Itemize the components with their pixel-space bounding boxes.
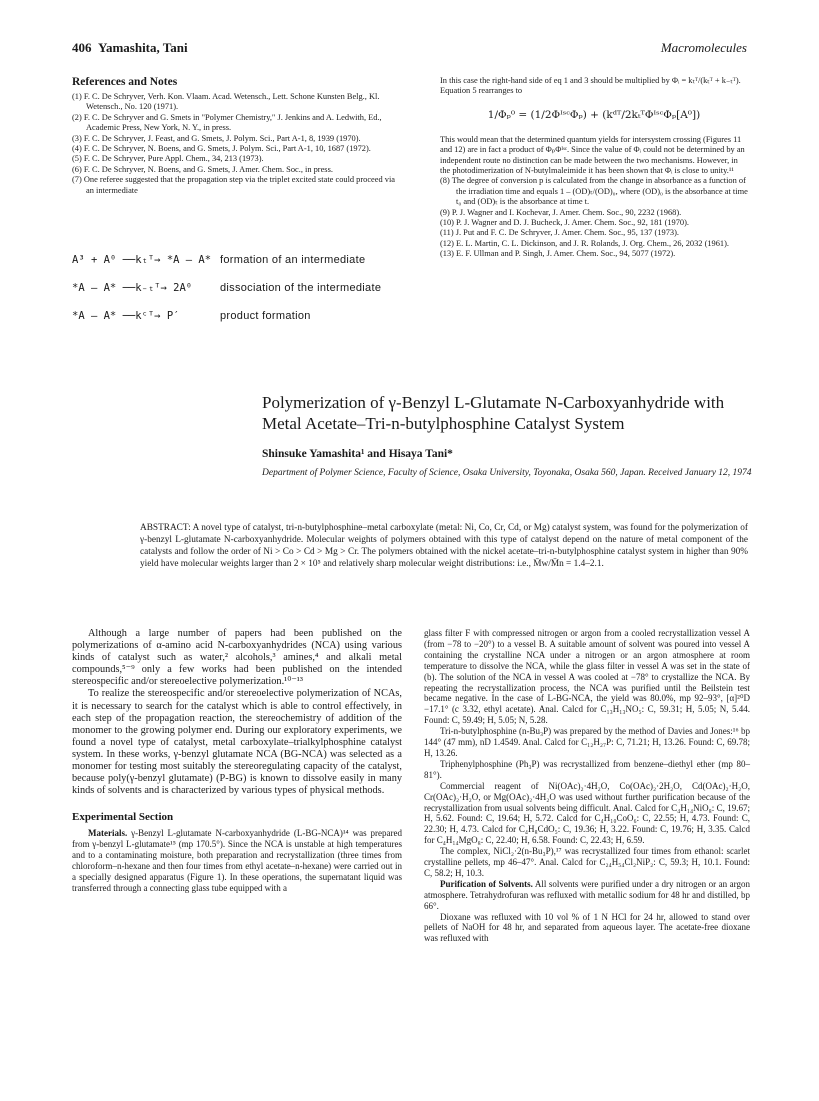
- equation-5: 1/Φₚ⁰ = (1/2ΦᴵˢᶜΦₚ) + (kᵈᵀ/2kₜᵀΦᴵˢᶜΦₚ[A⁰]): [487, 108, 701, 121]
- running-header-left: [72, 40, 188, 56]
- reference-item: (13) E. F. Ullman and P. Singh, J. Amer. Chem. Soc., 94, 5077 (1972).: [440, 249, 676, 259]
- running-header-authors: Yamashita, Tani: [98, 40, 188, 55]
- article-authors: Shinsuke Yamashita¹ and Hisaya Tani*: [262, 448, 453, 460]
- scheme-description: formation of an intermediate: [220, 254, 366, 266]
- references-heading: References and Notes: [72, 76, 178, 88]
- body-paragraph: Although a large number of papers had been published on the polymerizations of α-amino acid N-carboxyanhydrides (NCA) using various kinds of catalyst such as water,² alcohols,³ amines,⁴ and alkali metal compounds,⁵⁻⁹ only a few works had been published on the intended stereospecific and/or stereoelective polymerization.¹⁰⁻¹³: [72, 628, 402, 688]
- note-intro: In this case the right-hand side of eq 1 and 3 should be multiplied by Φᵢ = kₜᵀ/(kₜᵀ + k₋ₜᵀ). Equation 5 rearranges to: [440, 76, 741, 96]
- body-left-column: [72, 628, 402, 894]
- run-in-heading: Purification of Solvents.: [440, 878, 533, 889]
- reference-item: (9) P. J. Wagner and I. Kochevar, J. Amer. Chem. Soc., 90, 2232 (1968).: [440, 207, 682, 217]
- scheme-row: [72, 276, 412, 304]
- paragraph-text: All solvents were purified under a dry nitrogen or an argon atmosphere. Tetrahydrofuran was refluxed with metallic sodium for 48 hr and distilled, bp 66°.: [424, 878, 751, 911]
- reference-item: (8) The degree of conversion p is calculated from the change in absorbance as a function of the irradiation time and equals 1 – (OD)ₜ/(OD)₀, where (OD)₀ is the absorbance at time t₀ and (OD)ₜ is the absorbance at time t.: [440, 176, 748, 207]
- reference-item: (10) P. J. Wagner and D. J. Bucheck, J. Amer. Chem. Soc., 92, 181 (1970).: [440, 218, 689, 228]
- reference-item: (3) F. C. De Schryver, J. Feast, and G. Smets, J. Polym. Sci., Part A-1, 8, 1939 (1970).: [72, 133, 361, 143]
- author-affiliation: Department of Polymer Science, Faculty of Science, Osaka University, Toyonaka, Osaka 560, Japan. Received January 12, 1974: [262, 468, 752, 478]
- reference-item: (4) F. C. De Schryver, N. Boens, and G. Smets, J. Polym. Sci., Part A-1, 10, 1687 (1972).: [72, 144, 371, 154]
- note-paragraph: This would mean that the determined quantum yields for intersystem crossing (Figures 11 and 12) are in fact a product of ΦₚΦᴵˢᶜ. Since the value of Φᵢ could not be determined by an independent route no distinction can be made between the two mechanisms. However, in the photodimerization of N-butylmaleimide it has been shown that Φᵢ is close to unity.¹¹: [440, 134, 745, 176]
- body-paragraph: Dioxane was refluxed with 10 vol % of 1 N HCl for 24 hr, allowed to stand over pellets of NaOH for 48 hr, and separated from aqueous layer. The acetate-free dioxane was refluxed with: [424, 911, 750, 944]
- run-in-heading: Materials.: [88, 828, 128, 839]
- body-right-column: [424, 628, 750, 944]
- body-paragraph: To realize the stereospecific and/or stereoelective polymerization of NCAs, it is necessary to search for the catalyst which is able to control effectively, in each step of the propagation reaction, the stereochemistry of addition of the monomer to the growing polymer end. During our exploratory experiments, we found a novel type of catalyst, metal carboxylate–trialkylphosphine catalyst system. In these works, γ-benzyl glutamate NCA (BG-NCA) was selected as a monomer for testing most suitably the stereoregulating capacity of the catalyst, because poly(γ-benzyl glutamate) (P-BG) is known to dissolve easily in many kinds of solvents and is characterized by various types of physical methods.: [72, 688, 402, 797]
- body-paragraph: Triphenylphosphine (Ph₃P) was recrystallized from benzene–diethyl ether (mp 80–81°).: [424, 758, 750, 780]
- reference-item: (7) One referee suggested that the propagation step via the triplet excited state could proceed via an intermediate: [72, 175, 396, 195]
- reference-item: (11) J. Put and F. C. De Schryver, J. Amer. Chem. Soc., 95, 137 (1973).: [440, 228, 679, 238]
- references-right: [440, 76, 748, 260]
- body-paragraph: glass filter F with compressed nitrogen or argon from a cooled recrystallization vessel A (from −78 to −20°) to a vessel B. A suitable amount of solvent was poured into vessel A containing the crystalline NCA under a nitrogen or an argon atmosphere at room temperature to dissolve the NCA, while the glass filter in vessel A was set in the state of (b). The solution of the NCA in vessel A was cooled at −78° to crystallize the NCA. By repeating the recrystallization process, the NCA was purified until the Beilstein test became negative. In the case of L-BG-NCA, the yield was 80.0%, mp 92–93°, [α]²⁰D −17.1° (c 3.32, ethyl acetate). Anal. Calcd for C₁₃H₁₃NO₅: C, 59.31; H, 5.05; N, 5.44. Found: C, 59.49; H, 5.05; N, 5.28.: [424, 628, 750, 726]
- section-heading: Experimental Section: [72, 811, 174, 824]
- reference-item: (12) E. L. Martin, C. L. Dickinson, and J. R. Rolands, J. Org. Chem., 26, 2032 (1961).: [440, 238, 729, 248]
- paragraph-text: γ-Benzyl L-glutamate N-carboxyanhydride (L-BG-NCA)¹⁴ was prepared from γ-benzyl L-glutamate¹⁵ (mp 170.5°). Since the NCA is unstable at high temperatures and to a contaminating moisture, both preparation and recrystallization (three times from chloroform–n-hexane and then four times from ethyl acetate–n-hexane) were carried out in a specially designed apparatus (Figure 1). In these operations, the supernatant liquid was transferred through a connecting glass tube equipped with a: [72, 828, 402, 893]
- reference-item: (1) F. C. De Schryver, Verh. Kon. Vlaam. Acad. Wetensch., Lett. Schone Kunsten Belg., Kl. Wetensch., No. 120 (1971).: [72, 92, 380, 112]
- reference-item: (5) F. C. De Schryver, Pure Appl. Chem., 34, 213 (1973).: [72, 154, 264, 164]
- scheme-description: product formation: [220, 310, 311, 322]
- scheme-equation: *A – A* ──kᶜᵀ→ P′: [72, 310, 180, 322]
- page-number: 406: [72, 40, 92, 55]
- scheme-description: dissociation of the intermediate: [220, 282, 382, 294]
- purification-paragraph: [424, 879, 750, 912]
- scheme-row: [72, 248, 412, 276]
- reference-item: (6) F. C. De Schryver, N. Boens, and G. Smets, J. Amer. Chem. Soc., in press.: [72, 164, 333, 174]
- scheme-equation: A³ + A⁰ ──kₜᵀ→ *A – A*: [72, 254, 212, 266]
- reference-item: (2) F. C. De Schryver and G. Smets in "Polymer Chemistry," J. Jenkins and A. Ledwith, Ed., Academic Press, New York, N. Y., in press.: [72, 112, 382, 133]
- body-paragraph: The complex, NiCl₂·2(n-Bu₃P),¹⁷ was recrystallized four times from ethanol: scarlet crystalline pellets, mp 46–47°. Anal. Calcd for C₂₄H₅₄Cl₂NiP₂: C, 59.3; H, 10.1. Found: C, 58.2; H, 10.3.: [424, 846, 750, 878]
- materials-paragraph: [72, 828, 402, 893]
- body-paragraph: Commercial reagent of Ni(OAc)₂·4H₂O, Co(OAc)₂·2H₂O, Cd(OAc)₂·H₂O, Cr(OAc)₂·H₂O, or Mg(OAc)₂·4H₂O was used without further purification because of the recrystallization from usual solvents being difficult. Anal. Calcd for C₄H₁₄NiO₈: C, 19.67; H, 5.62. Found: C, 19.64; H, 5.72. Calcd for C₄H₁₀CoO₆: C, 22.55; H, 4.73. Found: C, 22.30; H, 4.73. Calcd for C₄H₈CdO₅: C, 19.36; H, 3.22. Found: C, 19.76; H, 3.35. Calcd for C₄H₁₄MgO₈: C, 22.40; H, 6.58. Found: C, 22.43; H, 6.59.: [424, 780, 750, 846]
- article-title: Polymerization of γ-Benzyl L-Glutamate N-Carboxyanhydride with Metal Acetate–Tri-n-butylphosphine Catalyst System: [262, 393, 725, 433]
- scheme-row: [72, 304, 412, 332]
- abstract: ABSTRACT: A novel type of catalyst, tri-n-butylphosphine–metal carboxylate (metal: Ni, Co, Cr, Cd, or Mg) catalyst system, was found for the polymerization of γ-benzyl L-glutamate N-carboxyanhydride. Molecular weights of polymers obtained with this type of catalyst depend on the nature of metal component of the catalysts and follow the order of Ni > Co > Cd > Mg > Cr. The polymers obtained with the nickel acetate–tri-n-butylphosphine catalyst system in higher than 90% yield have molecular weights larger than 2 × 10⁵ and relatively sharp molecular weight distributions: i.e., M̄w/M̄n = 1.4–2.1.: [140, 523, 748, 569]
- journal-name: Macromolecules: [660, 40, 747, 55]
- body-paragraph: Tri-n-butylphosphine (n-Bu₃P) was prepared by the method of Davies and Jones:¹⁶ bp 144° (47 mm), nD 1.4549. Anal. Calcd for C₁₂H₂₇P: C, 71.21; H, 13.26. Found: C, 69.78; H, 13.26.: [424, 726, 750, 758]
- scheme-equation: *A – A* ──k₋ₜᵀ→ 2A⁰: [72, 282, 193, 294]
- references-left: [72, 76, 402, 196]
- reaction-scheme: [72, 248, 412, 332]
